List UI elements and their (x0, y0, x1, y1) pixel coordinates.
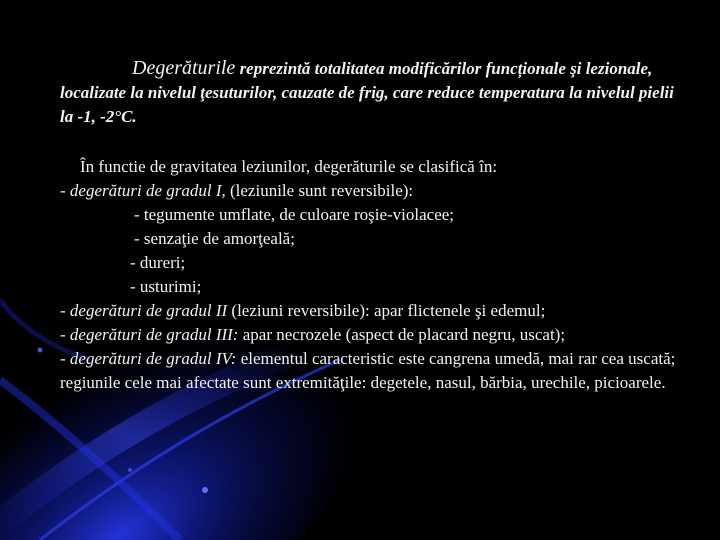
grade-3-desc: apar necrozele (aspect de placard negru, uscat); (238, 325, 566, 344)
symptom-item: - usturimi; (130, 277, 202, 296)
definition-text: reprezintă totalitatea modificărilor funcționale şi lezionale, localizate la nivelul ţesuturilor, cauzate de frig, care reduce temperatura la nivelul pielii la -1, -2°C. (60, 59, 674, 126)
grade-1-prefix: - (60, 181, 70, 200)
grade-2-prefix: - (60, 301, 70, 320)
grade-4-item (60, 347, 680, 395)
definition-paragraph (60, 56, 680, 129)
grade-2-name: degerături de gradul II (69, 301, 228, 320)
grade-1-item (60, 179, 680, 203)
grade-2-item (60, 299, 680, 323)
grade-4-desc: elementul caracteristic este cangrena umedă, mai rar cea uscată; regiunile cele mai afectate sunt extremităţile: degetele, nasul, bărbia, urechile, picioarele. (60, 349, 676, 392)
grade-4-prefix: - (60, 349, 70, 368)
grade-4-name: degerături de gradul IV: (69, 349, 237, 368)
grade-2-desc: (leziuni reversibile): apar flictenele şi edemul; (227, 301, 546, 320)
classification-list (60, 155, 680, 395)
symptom-item: - senzaţie de amorţeală; (134, 229, 295, 248)
symptom-item: - dureri; (130, 253, 186, 272)
grade-3-item (60, 323, 680, 347)
slide-content (60, 56, 680, 395)
symptom-item: - tegumente umflate, de culoare roşie-violacee; (134, 205, 455, 224)
grade-3-name: degerături de gradul III: (69, 325, 239, 344)
classification-lead: În functie de gravitatea leziunilor, degerăturile se clasifică în: (80, 157, 498, 176)
grade-1-name: degerături de gradul I, (69, 181, 226, 200)
grade-1-desc: (leziunile sunt reversibile): (225, 181, 414, 200)
grade-3-prefix: - (60, 325, 70, 344)
term-degeraturile: Degerăturile (132, 57, 236, 79)
